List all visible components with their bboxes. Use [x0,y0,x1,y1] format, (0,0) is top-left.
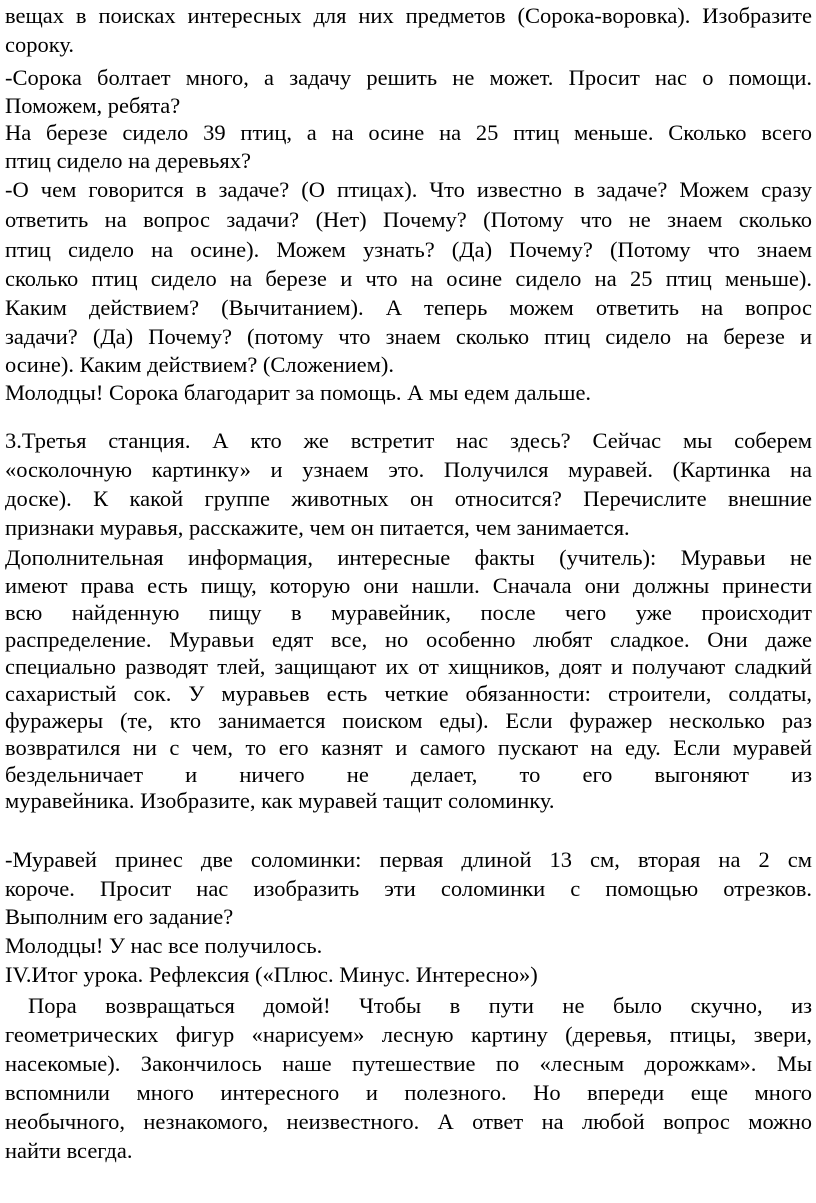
text-line: доске). К какой группе животных он относится? Перечислите внешние [5,486,812,511]
text-line: муравейника. Изобразите, как муравей тащит соломинку. [5,788,555,813]
text-line: всю найденную пищу в муравейник, после чего уже происходит [5,600,812,625]
text-line: признаки муравья, расскажите, чем он питается, чем занимается. [5,515,630,540]
text-line: специально разводят тлей, защищают их от хищников, доят и получают сладкий [5,654,812,679]
text-line: -Муравей принес две соломинки: первая длиной 13 см, вторая на 2 см [5,847,812,872]
text-line: необычного, незнакомого, неизвестного. А ответ на любой вопрос можно [5,1109,812,1134]
text-line: ответить на вопрос задачи? (Нет) Почему? (Потому что не знаем сколько [5,207,812,232]
text-line: Каким действием? (Вычитанием). А теперь можем ответить на вопрос [5,295,812,320]
text-line: вспомнили много интересного и полезного. Но впереди еще много [5,1080,812,1105]
text-line: имеют права есть пищу, которую они нашли. Сначала они должны принести [5,573,812,598]
text-line: возвратился ни с чем, то его казнят и самого пускают на еду. Если муравей [5,735,812,760]
text-line: сороку. [5,32,74,57]
text-line: вещах в поисках интересных для них предметов (Сорока-воровка). Изобразите [5,3,812,28]
text-line: задачи? (Да) Почему? (потому что знаем сколько птиц сидело на березе и [5,324,812,349]
text-line: насекомые). Закончилось наше путешествие по «лесным дорожкам». Мы [5,1051,812,1076]
text-line: найти всегда. [5,1138,133,1163]
text-line: фуражеры (те, кто занимается поиском еды). Если фуражер несколько раз [5,708,812,733]
text-line: На березе сидело 39 птиц, а на осине на 25 птиц меньше. Сколько всего [5,120,812,145]
text-line: сахаристый сок. У муравьев есть четкие обязанности: строители, солдаты, [5,681,812,706]
text-line: птиц сидело на деревьях? [5,148,251,173]
text-line: -Сорока болтает много, а задачу решить не может. Просит нас о помощи. [5,65,812,90]
text-line: короче. Просит нас изобразить эти соломинки с помощью отрезков. [5,876,812,901]
text-line: Выполним его задание? [5,904,234,929]
text-line: бездельничает и ничего не делает, то его выгоняют из [5,762,812,787]
text-line: Молодцы! У нас все получилось. [5,933,323,958]
text-line: геометрических фигур «нарисуем» лесную картину (деревья, птицы, звери, [5,1022,812,1047]
text-line: распределение. Муравьи едят все, но особенно любят сладкое. Они даже [5,627,812,652]
text-line: Дополнительная информация, интересные факты (учитель): Муравьи не [5,545,812,570]
text-line: птиц сидело на осине). Можем узнать? (Да) Почему? (Потому что знаем [5,237,812,262]
text-line: Поможем, ребята? [5,93,181,118]
text-line: «осколочную картинку» и узнаем это. Получился муравей. (Картинка на [5,457,812,482]
text-line: Пора возвращаться домой! Чтобы в пути не было скучно, из [28,993,812,1018]
text-line: 3.Третья станция. А кто же встретит нас здесь? Сейчас мы соберем [5,428,812,453]
text-line: Молодцы! Сорока благодарит за помощь. А мы едем дальше. [5,380,592,405]
text-line: осине). Каким действием? (Сложением). [5,352,395,377]
text-line: IV.Итог урока. Рефлексия («Плюс. Минус. Интересно») [5,962,538,987]
text-line: -О чем говорится в задаче? (О птицах). Что известно в задаче? Можем сразу [5,177,812,202]
text-line: сколько птиц сидело на березе и что на осине сидело на 25 птиц меньше). [5,266,812,291]
